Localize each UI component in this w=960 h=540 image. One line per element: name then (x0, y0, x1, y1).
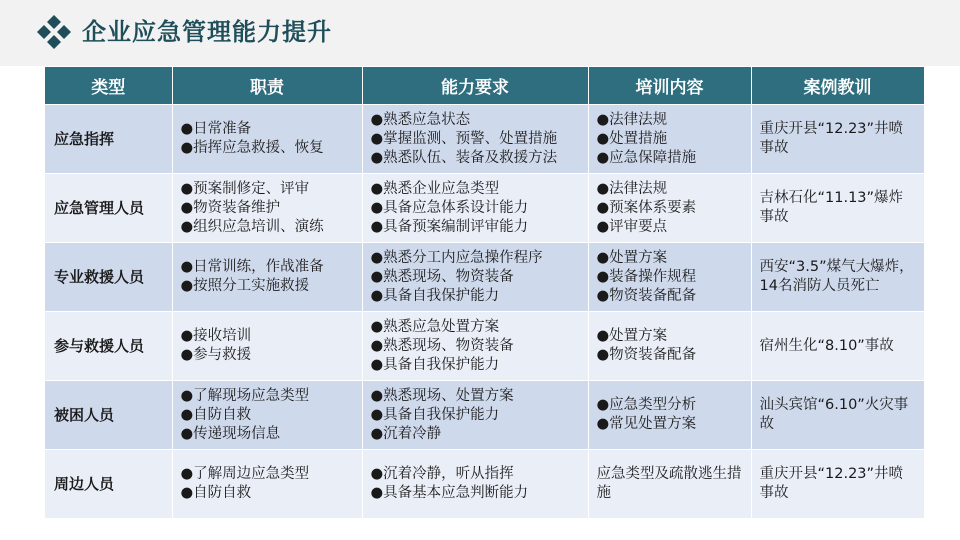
case-text: 宿州生化“8.10”事故 (759, 337, 894, 354)
table-row (45, 243, 924, 312)
training-item: ●物资装备配备 (596, 347, 697, 363)
case-cell (751, 105, 924, 174)
case-text: 西安“3.5”煤气大爆炸，14名消防人员死亡 (759, 259, 914, 294)
duty-item: ●了解周边应急类型 (180, 466, 310, 482)
duty-item: ●按照分工实施救援 (180, 278, 310, 294)
table-row (45, 174, 924, 243)
duties-cell (172, 174, 362, 243)
row-type: 被困人员 (45, 381, 172, 450)
ability-item: ●熟悉现场、处置方案 (370, 387, 514, 404)
ability-item: ●具备应急体系设计能力 (370, 199, 529, 216)
row-type: 周边人员 (45, 450, 172, 519)
diamond-cluster-icon (36, 14, 72, 50)
ability-item: ●熟悉分工内应急操作程序 (370, 249, 543, 266)
training-cell (588, 105, 751, 174)
training-item: ●装备操作规程 (596, 268, 697, 285)
training-item: ●应急类型分析 (596, 397, 697, 413)
training-item: ●物资装备配备 (596, 287, 697, 304)
table-row (45, 312, 924, 381)
duty-item: ●接收培训 (180, 328, 252, 344)
training-cell (588, 450, 751, 519)
duties-cell (172, 450, 362, 519)
column-header-duties: 职责 (172, 67, 362, 105)
training-cell (588, 243, 751, 312)
training-item: ●应急保障措施 (596, 149, 697, 166)
training-item: ●常见处置方案 (596, 416, 697, 432)
column-header-training: 培训内容 (588, 67, 751, 105)
case-text: 重庆开县“12.23”井喷事故 (759, 121, 904, 156)
abilities-cell (362, 105, 588, 174)
ability-item: ●熟悉企业应急类型 (370, 180, 500, 197)
ability-item: ●熟悉应急状态 (370, 111, 471, 128)
duty-item: ●指挥应急救援、恢复 (180, 140, 324, 156)
training-cell (588, 381, 751, 450)
column-header-abilities: 能力要求 (362, 67, 588, 105)
duty-item: ●自防自救 (180, 485, 252, 501)
row-type: 应急管理人员 (45, 174, 172, 243)
abilities-cell (362, 174, 588, 243)
column-header-type: 类型 (45, 67, 172, 105)
duty-item: ●了解现场应急类型 (180, 387, 310, 404)
table-row (45, 450, 924, 519)
training-item: ●评审要点 (596, 218, 668, 235)
ability-item: ●具备自我保护能力 (370, 406, 500, 423)
ability-item: ●熟悉现场、物资装备 (370, 268, 514, 285)
page-title: 企业应急管理能力提升 (82, 18, 332, 46)
duty-item: ●传递现场信息 (180, 425, 281, 442)
training-item: ●处置方案 (596, 328, 668, 344)
training-item: ●法律法规 (596, 111, 668, 128)
duty-item: ●日常准备 (180, 121, 252, 137)
table-row (45, 105, 924, 174)
training-item: ●预案体系要素 (596, 199, 697, 216)
ability-item: ●熟悉队伍、装备及救援方法 (370, 149, 558, 166)
case-text: 重庆开县“12.23”井喷事故 (759, 466, 904, 501)
case-text: 吉林石化“11.13”爆炸事故 (759, 190, 904, 225)
abilities-cell (362, 243, 588, 312)
case-cell (751, 243, 924, 312)
case-text: 汕头宾馆“6.10”火灾事故 (759, 397, 909, 432)
capability-table (45, 67, 925, 519)
training-item: ●法律法规 (596, 180, 668, 197)
training-cell (588, 312, 751, 381)
table-row (45, 381, 924, 450)
ability-item: ●具备基本应急判断能力 (370, 485, 529, 501)
duty-item: ●物资装备维护 (180, 199, 281, 216)
duty-item: ●参与救援 (180, 347, 252, 363)
training-item: 应急类型及疏散逃生措施 (596, 466, 742, 501)
ability-item: ●具备自我保护能力 (370, 356, 500, 373)
training-item: ●处置措施 (596, 130, 668, 147)
case-cell (751, 174, 924, 243)
table-header-row (45, 67, 924, 105)
ability-item: ●掌握监测、预警、处置措施 (370, 130, 558, 147)
ability-item: ●具备预案编制评审能力 (370, 218, 529, 235)
training-cell (588, 174, 751, 243)
row-type: 参与救援人员 (45, 312, 172, 381)
ability-item: ●熟悉现场、物资装备 (370, 337, 514, 354)
abilities-cell (362, 450, 588, 519)
abilities-cell (362, 312, 588, 381)
duties-cell (172, 381, 362, 450)
training-item: ●处置方案 (596, 249, 668, 266)
duty-item: ●日常训练，作战准备 (180, 259, 324, 275)
ability-item: ●具备自我保护能力 (370, 287, 500, 304)
case-cell (751, 381, 924, 450)
duty-item: ●自防自救 (180, 406, 252, 423)
abilities-cell (362, 381, 588, 450)
ability-item: ●沉着冷静 (370, 425, 442, 442)
case-cell (751, 312, 924, 381)
ability-item: ●熟悉应急处置方案 (370, 318, 500, 335)
case-cell (751, 450, 924, 519)
duty-item: ●组织应急培训、演练 (180, 218, 324, 235)
row-type: 应急指挥 (45, 105, 172, 174)
column-header-cases: 案例教训 (751, 67, 924, 105)
ability-item: ●沉着冷静，听从指挥 (370, 466, 514, 482)
row-type: 专业救援人员 (45, 243, 172, 312)
duty-item: ●预案制修定、评审 (180, 180, 310, 197)
duties-cell (172, 243, 362, 312)
duties-cell (172, 105, 362, 174)
duties-cell (172, 312, 362, 381)
